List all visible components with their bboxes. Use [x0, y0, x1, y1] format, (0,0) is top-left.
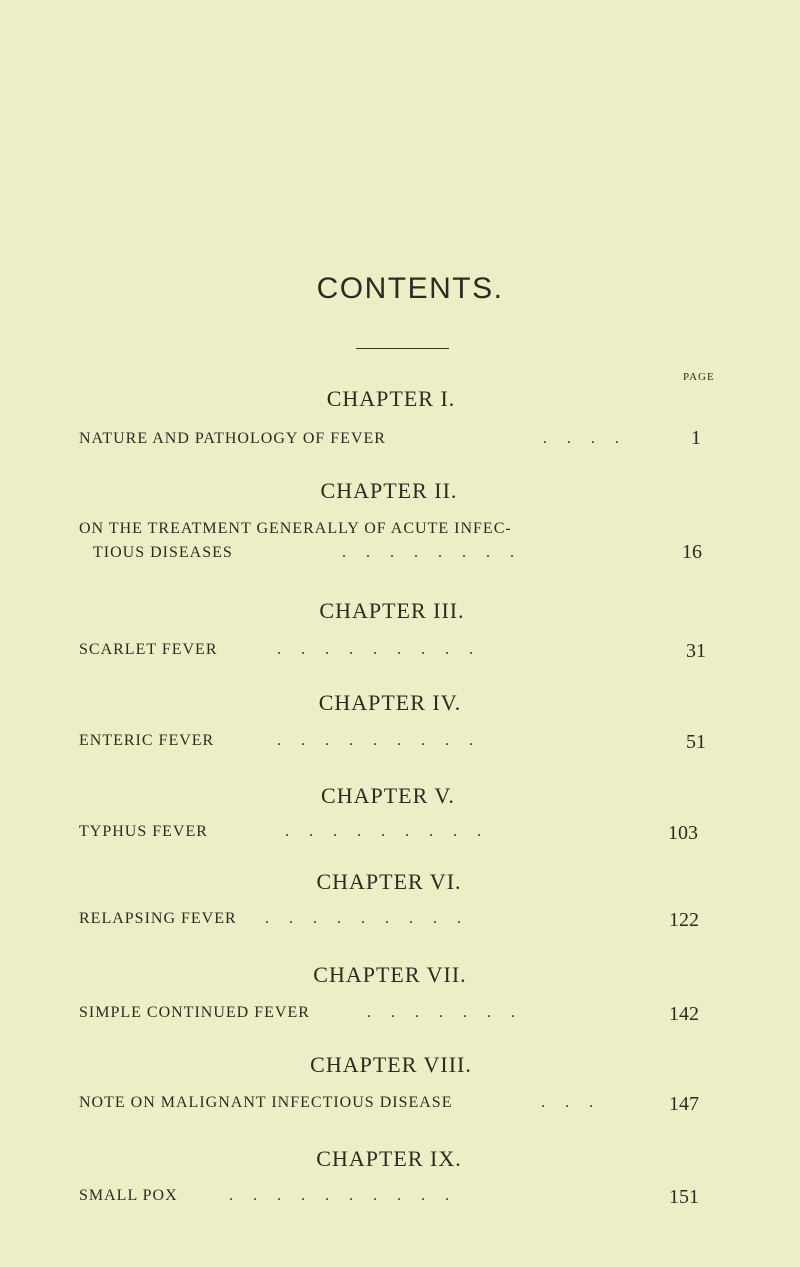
leader-dots: . . . . . . . . . .	[229, 1187, 449, 1204]
page-number: 1	[691, 427, 701, 449]
chapter-heading: CHAPTER II.	[320, 478, 458, 503]
chapter-heading: CHAPTER V.	[321, 783, 455, 808]
leader-dots: . . . . . . .	[367, 1004, 515, 1021]
leader-dots: . . . . . . . . .	[285, 823, 481, 840]
chapter-heading: CHAPTER VII.	[313, 962, 467, 987]
page-number: 142	[669, 1003, 699, 1025]
leader-dots: . . . . . . . . .	[277, 641, 473, 658]
page-number: 16	[682, 541, 702, 563]
chapter-heading: CHAPTER I.	[326, 386, 456, 411]
chapter-entry: ON THE TREATMENT GENERALLY OF ACUTE INFEC-	[79, 520, 512, 537]
chapter-heading: CHAPTER VIII.	[310, 1052, 472, 1077]
chapter-entry: RELAPSING FEVER	[79, 910, 237, 927]
chapter-entry: SIMPLE CONTINUED FEVER	[79, 1004, 310, 1021]
leader-dots: . . . . . . . . .	[265, 910, 461, 927]
leader-dots: . . . .	[543, 430, 619, 447]
chapter-entry: TYPHUS FEVER	[79, 823, 208, 840]
page-number: 151	[669, 1186, 699, 1208]
chapter-entry-continued: TIOUS DISEASES	[93, 544, 233, 561]
page-number: 103	[668, 822, 698, 844]
chapter-heading: CHAPTER IX.	[316, 1146, 462, 1171]
title-rule	[356, 348, 449, 349]
chapter-entry: SMALL POX	[79, 1187, 178, 1204]
chapter-heading: CHAPTER VI.	[316, 869, 462, 894]
page-number: 122	[669, 909, 699, 931]
chapter-heading: CHAPTER IV.	[318, 690, 462, 715]
leader-dots: . . . . . . . .	[342, 544, 514, 561]
chapter-entry: NOTE ON MALIGNANT INFECTIOUS DISEASE	[79, 1094, 453, 1111]
page-number: 31	[686, 640, 706, 662]
page-number: 147	[669, 1093, 699, 1115]
chapter-entry: SCARLET FEVER	[79, 641, 218, 658]
chapter-heading: CHAPTER III.	[319, 598, 465, 623]
page-number: 51	[686, 731, 706, 753]
page-column-header: PAGE	[683, 371, 715, 383]
leader-dots: . . .	[541, 1094, 593, 1111]
chapter-entry: NATURE AND PATHOLOGY OF FEVER	[79, 430, 386, 447]
page-title: CONTENTS.	[316, 272, 504, 305]
leader-dots: . . . . . . . . .	[277, 732, 473, 749]
chapter-entry: ENTERIC FEVER	[79, 732, 215, 749]
